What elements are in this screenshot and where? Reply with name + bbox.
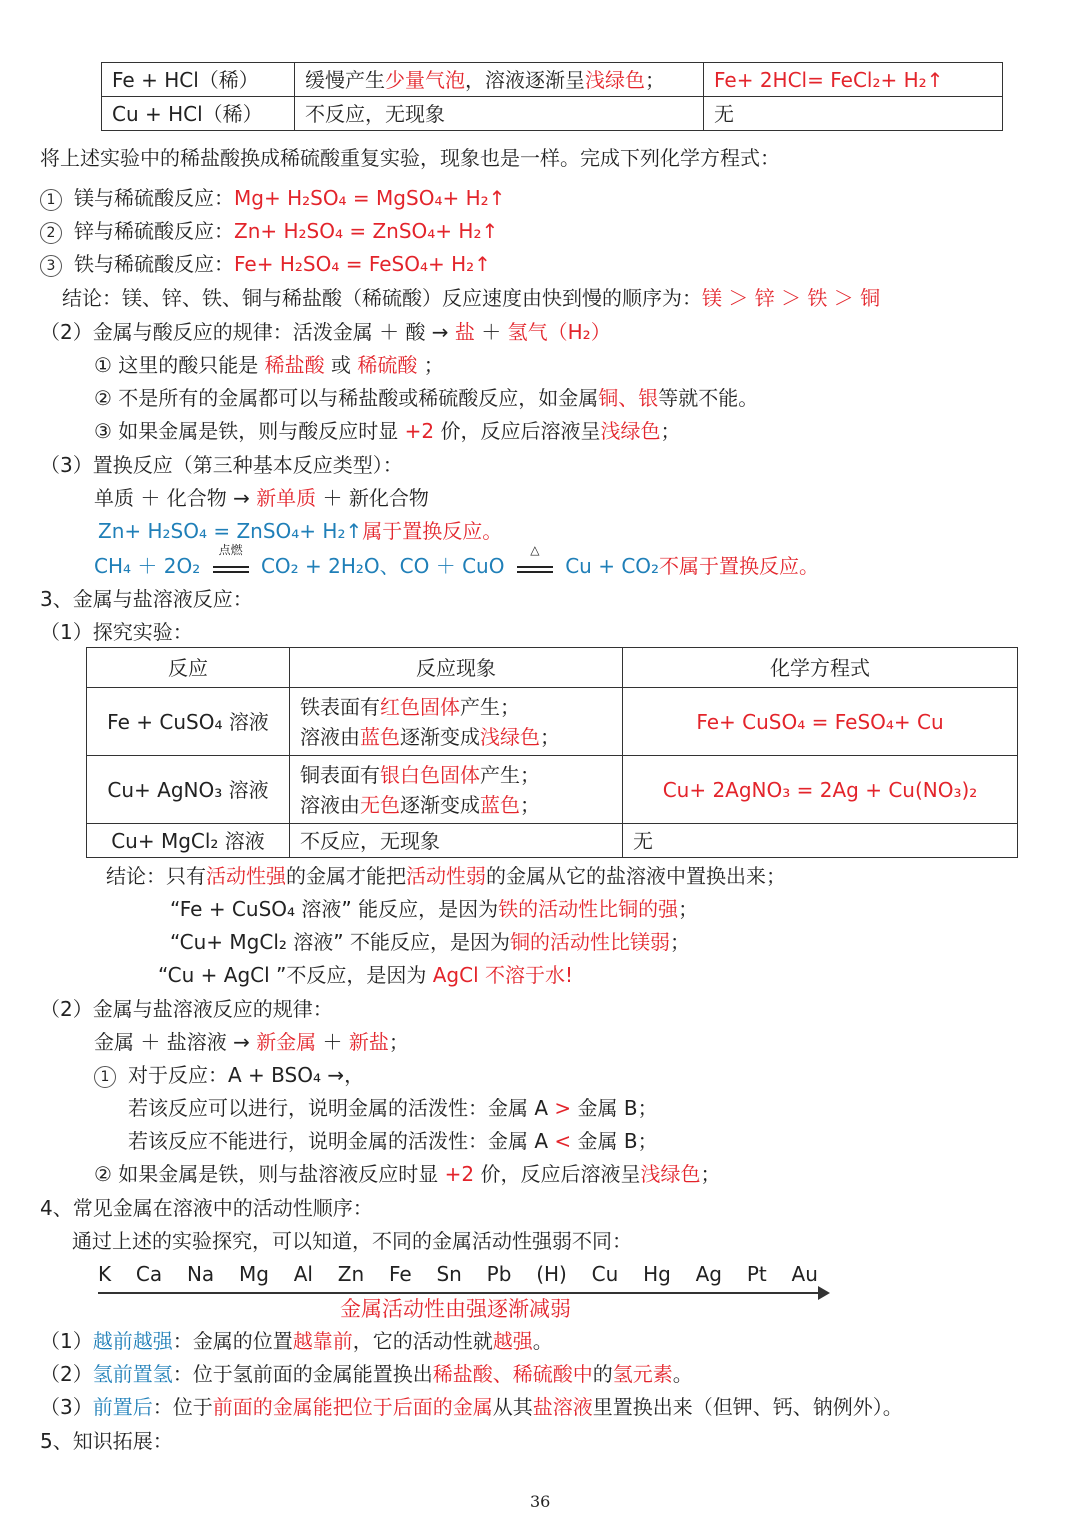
reaction-cell: Fe + HCl（稀） [102,63,295,97]
rule-item: 若该反应可以进行，说明金属的活泼性：金属 A > 金属 B； [128,1096,658,1120]
number-badge: 2 [40,222,62,244]
metal-symbol: Pb [486,1262,512,1286]
rule-item: ② 不是所有的金属都可以与稀盐酸或稀硫酸反应，如金属铜、银等就不能。 [94,386,759,410]
column-header: 反应现象 [290,648,623,688]
column-header: 反应 [87,648,290,688]
number-badge: 1 [94,1066,116,1088]
section-title: 4、常见金属在溶液中的活动性顺序： [40,1196,373,1220]
number-badge: 1 [40,189,62,211]
rule-item: 若该反应不能进行，说明金属的活泼性：金属 A < 金属 B； [128,1129,658,1153]
equation-cell: 无 [623,824,1018,858]
metal-symbol: Mg [238,1262,269,1286]
example-equation: CH₄ ＋ 2O₂ 点燃 CO₂ + 2H₂O、CO ＋ CuO △ Cu + CO₂不属于置换反应。 [94,543,820,578]
list-item: 1 镁与稀硫酸反应：Mg+ H₂SO₄ = MgSO₄+ H₂↑ [40,184,505,212]
table-row [102,97,1003,131]
phenomenon-cell: 不反应，无现象 [290,824,623,858]
reaction-cell: Cu + HCl（稀） [102,97,295,131]
metal-symbol: Al [293,1262,313,1286]
intro-text: 通过上述的实验探究，可以知道，不同的金属活动性强弱不同： [72,1229,632,1253]
metal-symbol: Sn [436,1262,462,1286]
conclusion-line: 结论：只有活动性强的金属才能把活动性弱的金属从它的盐溶液中置换出来； [106,864,786,888]
metal-symbol: Ag [695,1262,723,1286]
salt-reaction-table [86,647,1018,858]
table-row [102,63,1003,97]
metal-symbol: Cu [591,1262,619,1286]
table-header-row [87,648,1018,688]
page-number: 36 [530,1492,551,1511]
activity-series [98,1262,818,1286]
explanation-line: “Cu + AgCl ”不反应，是因为 AgCl 不溶于水! [158,963,574,987]
intro-text: 将上述实验中的稀盐酸换成稀硫酸重复实验，现象也是一样。完成下列化学方程式： [40,146,780,170]
list-item: 3 铁与稀硫酸反应：Fe+ H₂SO₄ = FeSO₄+ H₂↑ [40,250,491,278]
table-row [87,756,1018,824]
phenomenon-cell: 铁表面有红色固体产生； 溶液由蓝色逐渐变成浅绿色； [290,688,623,756]
table-row [87,688,1018,756]
rule-heading: （2）金属与盐溶液反应的规律： [40,997,333,1021]
metal-symbol: (H) [536,1262,567,1286]
metal-symbol: Zn [337,1262,365,1286]
equation-cell: Fe+ CuSO₄ = FeSO₄+ Cu [623,688,1018,756]
metal-symbol: Hg [643,1262,671,1286]
explanation-line: “Cu+ MgCl₂ 溶液” 不能反应，是因为铜的活动性比镁弱； [170,930,690,954]
rule-item: （1）越前越强：金属的位置越靠前，它的活动性就越强。 [40,1329,553,1353]
sub-heading: （1）探究实验： [40,620,193,644]
reaction-cell: Cu+ AgNO₃ 溶液 [87,756,290,824]
equation-cell: Cu+ 2AgNO₃ = 2Ag + Cu(NO₃)₂ [623,756,1018,824]
metal-symbol: K [98,1262,112,1286]
column-header: 化学方程式 [623,648,1018,688]
rule-item: 1 对于反应：A + BSO₄ →， [94,1061,364,1089]
number-badge: 3 [40,255,62,277]
rule-item: ③ 如果金属是铁，则与酸反应时显 +2 价，反应后溶液呈浅绿色； [94,419,681,443]
equation-cell: 无 [704,97,1003,131]
arrow-line [98,1292,820,1294]
phenomenon-cell: 缓慢产生少量气泡，溶液逐渐呈浅绿色； [295,63,704,97]
equation-cell: Fe+ 2HCl= FeCl₂+ H₂↑ [704,63,1003,97]
table-row [87,824,1018,858]
reaction-cell: Cu+ MgCl₂ 溶液 [87,824,290,858]
condition-equals: △ [517,558,553,573]
conclusion-line: 结论：镁、锌、铁、铜与稀盐酸（稀硫酸）反应速度由快到慢的顺序为：镁 ＞ 锌 ＞ 铁 ＞ 铜 [62,286,881,310]
section-title: 3、金属与盐溶液反应： [40,587,253,611]
phenomenon-cell: 铜表面有银白色固体产生； 溶液由无色逐渐变成蓝色； [290,756,623,824]
section-title: 5、知识拓展： [40,1429,173,1453]
metal-symbol: Na [186,1262,215,1286]
metal-symbol: Au [791,1262,818,1286]
rule-item: ① 这里的酸只能是 稀盐酸 或 稀硫酸 ； [94,353,444,377]
acid-reaction-table [101,62,1003,131]
arrow-label: 金属活动性由强逐渐减弱 [340,1297,571,1321]
rule-item: ② 如果金属是铁，则与盐溶液反应时显 +2 价，反应后溶液呈浅绿色； [94,1162,721,1186]
metal-symbol: Pt [746,1262,767,1286]
list-item: 2 锌与稀硫酸反应：Zn+ H₂SO₄ = ZnSO₄+ H₂↑ [40,217,498,245]
metal-symbol: Ca [135,1262,163,1286]
arrow-right-icon [818,1286,830,1300]
phenomenon-cell: 不反应，无现象 [295,97,704,131]
metal-symbol: Fe [388,1262,412,1286]
explanation-line: “Fe + CuSO₄ 溶液” 能反应，是因为铁的活动性比铜的强； [170,897,699,921]
rule-heading: （3）置换反应（第三种基本反应类型）： [40,453,403,477]
rule-formula: 单质 ＋ 化合物 → 新单质 ＋ 新化合物 [94,486,429,510]
rule-heading: （2）金属与酸反应的规律：活泼金属 ＋ 酸 → 盐 ＋ 氢气（H₂） [40,320,611,344]
condition-equals: 点燃 [213,558,249,573]
example-equation: Zn+ H₂SO₄ = ZnSO₄+ H₂↑属于置换反应。 [98,519,503,543]
reaction-cell: Fe + CuSO₄ 溶液 [87,688,290,756]
rule-item: （2）氢前置氢：位于氢前面的金属能置换出稀盐酸、稀硫酸中的氢元素。 [40,1362,693,1386]
rule-formula: 金属 ＋ 盐溶液 → 新金属 ＋ 新盐； [94,1030,409,1054]
rule-item: （3）前置后：位于前面的金属能把位于后面的金属从其盐溶液里置换出来（但钾、钙、钠例外）。 [40,1395,903,1419]
